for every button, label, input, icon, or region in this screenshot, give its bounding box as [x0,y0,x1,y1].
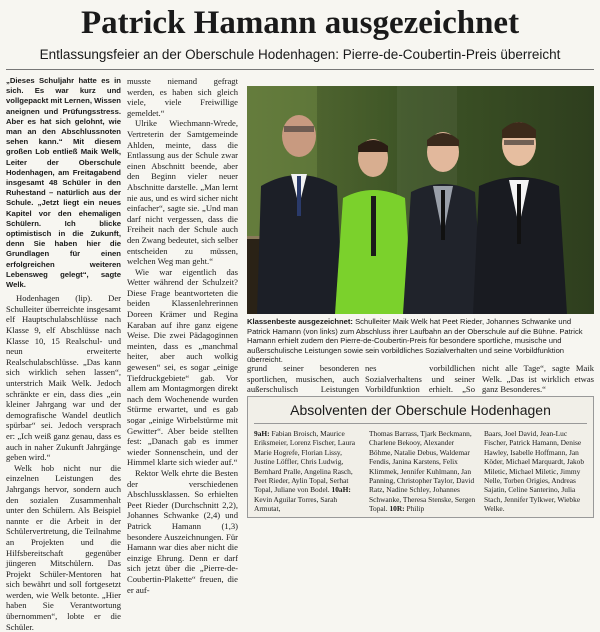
class-label: 10R: [389,504,405,514]
article-paragraph: musste niemand gefragt werden, es haben sich gleich viele, viele Freiwillige gemeldet.“ [127,76,238,118]
graduate-names: Thomas Barrass, Tjark Beckmann, Charlene Bekooy, Alexander Böhme, Natalie Debus, Waldemar Fendis, Janina Karstens, Felix Klimmek, Jennifer Kuhlmann, Jan Panning, Christopher Taylor, David Ratz, Nadine Schley, Johannes Schwanke, Theresa Stenske, Sergen Topal. [369,429,476,514]
graduates-list-column-2 [369,429,477,514]
text-column-3: grund seiner besonderen sportlichen, musischen, auch außerschulisch Leistungen [247,363,359,395]
caption-text: Schulleiter Maik Welk hat Peet Rieder, Johannes Schwanke und Patrick Hamann (von links) zum Abschluss ihrer Laufbahn an der Oberschule auf die Bühne. Patrick Hamann erhielt zudem den Pierre-de-Coubertin-Preis für besondere sportliche, musische und außerschulische Leistungen sowie sein vorbildliches Sozialverhalten und seine Vorbildfunktion überreicht. [247,317,583,365]
text-column-4: nes vorbildlichen Sozialverhaltens und seiner Vorbildfunktion erhielt. „So [365,363,475,395]
article-paragraph: Wie war eigentlich das Wetter während der Schulzeit? Diese Frage beantworteten die beiden Klassenlehrerinnen Doreen Krämer und Regina Karaban auf ihre ganz eigene Weise. Die zwei Pädagoginnen meinten, dass es „manchmal heiter, aber auch wolkig gewesen“ sei, es sogar „einige Tiefdruckgebiete“ gab. Vor allem am Montagmorgen direkt nach dem Wochenende wurden Stürme erwartet, und es gab sogar „einige Wirbelstürme mit Gewitter“. Aber beide stellten fest: „Danach gab es immer wieder Sonnenschein, und der Himmel klarte sich wieder auf.“ [127,266,238,468]
graduates-list-column-3 [484,429,588,514]
article-lead: „Dieses Schuljahr hatte es in sich. Es war kurz und vollgepackt mit Lernen, Wissen aneignen und Prüfungsstress. Aber es hat sich gelohnt, wie man an den Abschlussnoten sehen kann.“ Mit diesem großen Lob entließ Maik Welk, Leiter der Oberschule Hodenhagen, am Freitagabend insgesamt 48 Schüler in den Ruhestand – natürlich aus der Schule. „Jetzt liegt ein neues Kapitel vor den ehemaligen Schülern. Ich blicke optimistisch in die Zukunft, denn Sie haben hier die Grundlagen für einen erfolgreichen weiteren Lebensweg gelegt“, sagte Welk. [6,76,121,290]
class-label: 10aH: [331,485,351,495]
article-paragraph: Welk hob nicht nur die einzelnen Leistungen des Jahrgangs hervor, sondern auch den sozialen Zusammenhalt unter den Schülern. Als Beispiel nannte er die Arbeit in der Schülervertretung, die Teilnahme an Projekten und die Hilfsbereitschaft gegenüber jüngeren Mitschülern. Das Projekt Schüler-Mentoren hat sich bewährt und soll fortgesetzt werden, wie Welk betonte. „Hier haben Sie Verantwortung übernommen“, lobte er die Schüler. [6,462,121,632]
graduate-names: Baars, Joel David, Jean-Luc Fischer, Patrick Hamann, Denise Hawley, Isabelle Hoffmann, Jan Köder, Michael Marquardt, Jakob Miletic, Michael Miletic, Jimmy Nelle, Torben Origies, Andreas Sajatin, Celine Santerino, Julia Stach, Jennifer Tylkwer, Wiebke Welke. [484,429,585,514]
graduates-list-column-1 [254,429,362,514]
class-label: 9aH: [254,429,270,438]
article-dateline-paragraph: Hodenhagen (lip). Der Schulleiter überreichte insgesamt elf Hauptschulabschlüsse nach Klasse 9, elf Abschlüsse nach Klasse 10, 15 Realschul- und neun erweiterte Realschulabschlüsse. „Das kann sich wirklich sehen lassen“, unterstrich Maik Welk. Jedoch schränkte er ein, dass dies „ein kleiner Jahrgang war und der demografische Wandel deutlich spürbar“ sei. Jedoch versprach er: „Ich weiß ganz genau, dass es auch in naher Zukunft Jahrgänge geben wird.“ [6,293,121,463]
text-column-2 [127,76,238,595]
graduates-box-divider [254,423,587,424]
graduate-names: Fabian Broisch, Maurice Eriksmeier, Lorenz Fischer, Laura Marie Hogrefe, Florian Lissy, Justine Löffler, Chris Ludwig, Bernhard Pralle, Angelina Rasch, Peet Rieder, Aylin Topal, Serhat Topal, Juliane von Bodel. [254,429,355,495]
graduate-names: Philip [406,504,425,514]
caption-lead: Klassenbeste ausgezeichnet: [247,317,353,326]
text-column-5: nicht alle Tage“, sagte Maik Welk. „Das ist wirklich etwas ganz Besonderes.“ [482,363,594,395]
photo-caption [247,317,594,365]
article-paragraph: Rektor Welk ehrte die Besten der verschiedenen Abschlussklassen. So erhielten Peet Rieder (Durchschnitt 2,2), Johannes Schwanke (2,4) und Patrick Hamann (1,3) besondere Auszeichnungen. Für Hamann war dies aber nicht die einzige Ehrung. Denn er darf sich jetzt über die „Pierre-de-Coubertin-Plakette“ freuen, die er auf- [127,467,238,595]
article-paragraph: Ulrike Wiechmann-Wrede, Vertreterin der Samtgemeinde Ahlden, meinte, dass die Entlassung aus der Schule zwar einen Abschnitt beende, aber den Beginn vieler neuer Abschnitte darstelle. „Man lernt nie aus, und es wird sicher nicht einfacher“, sagte sie. „Und man darf nicht vergessen, dass die Freiheit nach der Schule auch den Zwang bedeutet, sich selber entscheiden zu müssen, welchen Weg man geht.“ [127,118,238,267]
article-photo [247,86,594,314]
article-subheadline: Entlassungsfeier an der Oberschule Hodenhagen: Pierre-de-Coubertin-Preis überreicht [39,47,561,62]
graduate-names: Kevin Aguilar Torres, Sarah Armutat, [254,494,338,514]
photo-illustration [247,86,594,314]
graduates-box [247,396,594,518]
headline-divider [6,69,594,70]
article-headline: Patrick Hamann ausgezeichnet [80,5,520,41]
text-column-1 [6,76,121,632]
graduates-box-title: Absolventen der Oberschule Hodenhagen [290,402,551,418]
